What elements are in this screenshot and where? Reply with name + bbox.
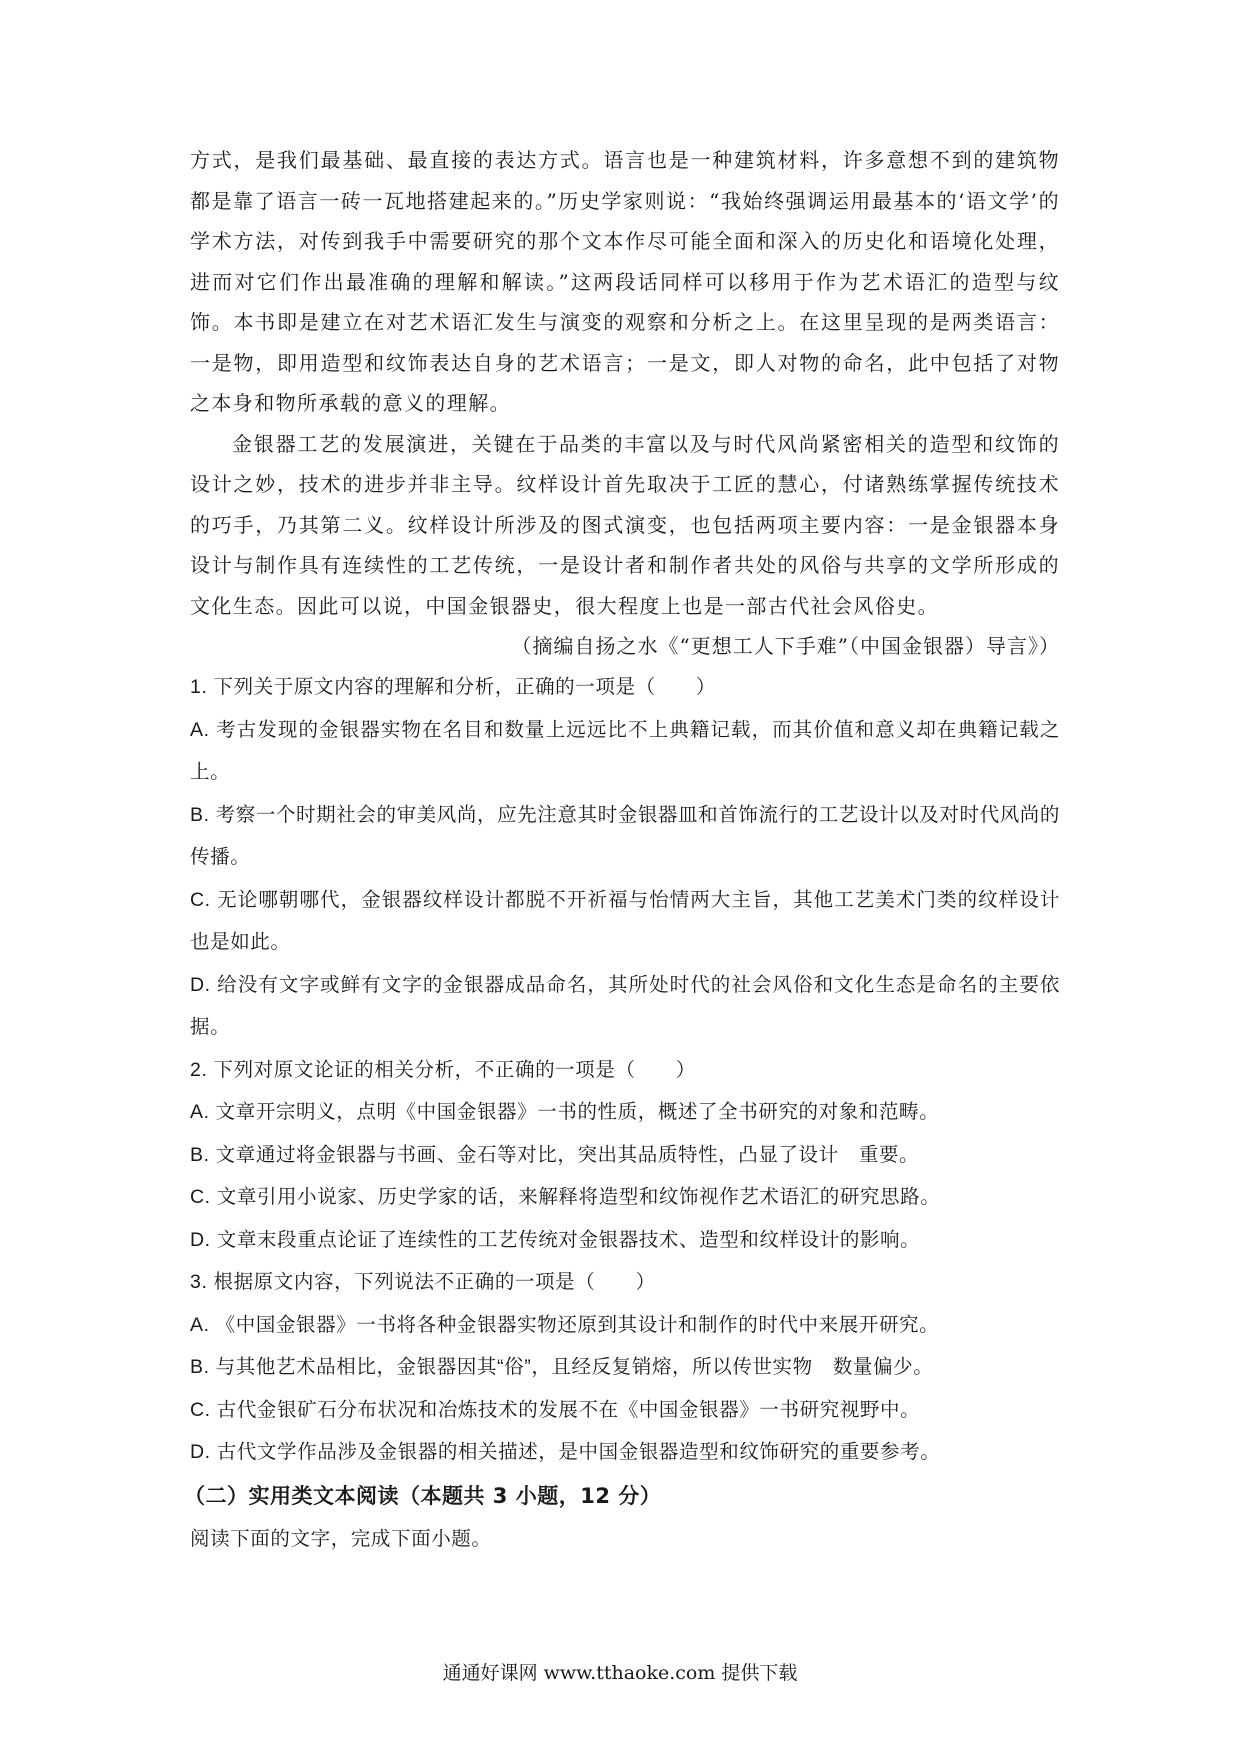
option-b: B. 与其他艺术品相比，金银器因其“俗”，且经反复销熔，所以传世实物 数量偏少。 [190, 1356, 934, 1378]
option-c: C. 古代金银矿石分布状况和冶炼技术的发展不在《中国金银器》一书研究视野中。 [190, 1398, 921, 1421]
article-paragraph-1: 方式，是我们最基础、最直接的表达方式。语言也是一种建筑材料，许多意想不到的建筑物都是靠了语言一砖一瓦地搭建起来的。”历史学家则说：“我始终强调运用最基本的‘语文学’的学术方法，对传到我手中需要研究的那个文本作尽可能全面和深入的历史化和语境化处理，进而对它们作出最准确的理解和解读。”这两段话同样可以移用于作为艺术语汇的造型与纹饰。本书即是建立在对艺术语汇发生与演变的观察和分析之上。在这里呈现的是两类语言：一是物，即用造型和纹饰表达自身的艺术语言；一是文，即人对物的命名，此中包括了对物之本身和物所承载的意义的理解。 [190, 148, 1060, 415]
section-instruction: 阅读下面的文字，完成下面小题。 [190, 1527, 492, 1550]
article-source: （摘编自扬之水《“更想工人下手难”（中国金银器）导言》） [511, 634, 1060, 658]
option-c: C. 无论哪朝哪代，金银器纹样设计都脱不开祈福与怡情两大主旨，其他工艺美术门类的纹样设计也是如此。 [190, 888, 1060, 953]
exam-page [184, 140, 1060, 1560]
question-stem: 1. 下列关于原文内容的理解和分析，正确的一项是（ ） [190, 676, 716, 698]
option-a: A. 《中国金银器》一书将各种金银器实物还原到其设计和制作的时代中来展开研究。 [190, 1313, 940, 1336]
option-d: D. 给没有文字或鲜有文字的金银器成品命名，其所处时代的社会风俗和文化生态是命名的主要依据。 [190, 973, 1060, 1038]
question-1 [190, 666, 1060, 1049]
section-heading: （二）实用类文本阅读（本题共 3 小题，12 分） [184, 1483, 662, 1508]
article-paragraph-2: 金银器工艺的发展演进，关键在于品类的丰富以及与时代风尚紧密相关的造型和纹饰的设计之妙，技术的进步并非主导。纹样设计首先取决于工匠的慧心，付诸熟练掌握传统技术的巧手，乃其第二义。纹样设计所涉及的图式演变，也包括两项主要内容：一是金银器本身设计与制作具有连续性的工艺传统，一是设计者和制作者共处的风俗与共享的文学所形成的文化生态。因此可以说，中国金银器史，很大程度上也是一部古代社会风俗史。 [190, 431, 1060, 618]
option-a: A. 文章开宗明义，点明《中国金银器》一书的性质，概述了全书研究的对象和范畴。 [190, 1101, 940, 1123]
page-footer: 通通好课网 www.tthaoke.com 提供下载 [442, 1662, 798, 1684]
question-2 [190, 1049, 1060, 1262]
question-stem: 3. 根据原文内容，下列说法不正确的一项是（ ） [190, 1271, 656, 1293]
question-3 [190, 1261, 1060, 1474]
option-a: A. 考古发现的金银器实物在名目和数量上远远比不上典籍记载，而其价值和意义却在典籍记载之上。 [190, 718, 1060, 783]
option-c: C. 文章引用小说家、历史学家的话，来解释将造型和纹饰视作艺术语汇的研究思路。 [190, 1186, 941, 1208]
option-b: B. 考察一个时期社会的审美风尚，应先注意其时金银器皿和首饰流行的工艺设计以及对时代风尚的传播。 [190, 803, 1060, 868]
option-d: D. 古代文学作品涉及金银器的相关描述，是中国金银器造型和纹饰研究的重要参考。 [190, 1441, 941, 1463]
option-b: B. 文章通过将金银器与书画、金石等对比，突出其品质特性，凸显了设计 重要。 [190, 1143, 920, 1166]
option-d: D. 文章末段重点论证了连续性的工艺传统对金银器技术、造型和纹样设计的影响。 [190, 1228, 921, 1251]
question-stem: 2. 下列对原文论证的相关分析，不正确的一项是（ ） [190, 1058, 696, 1081]
